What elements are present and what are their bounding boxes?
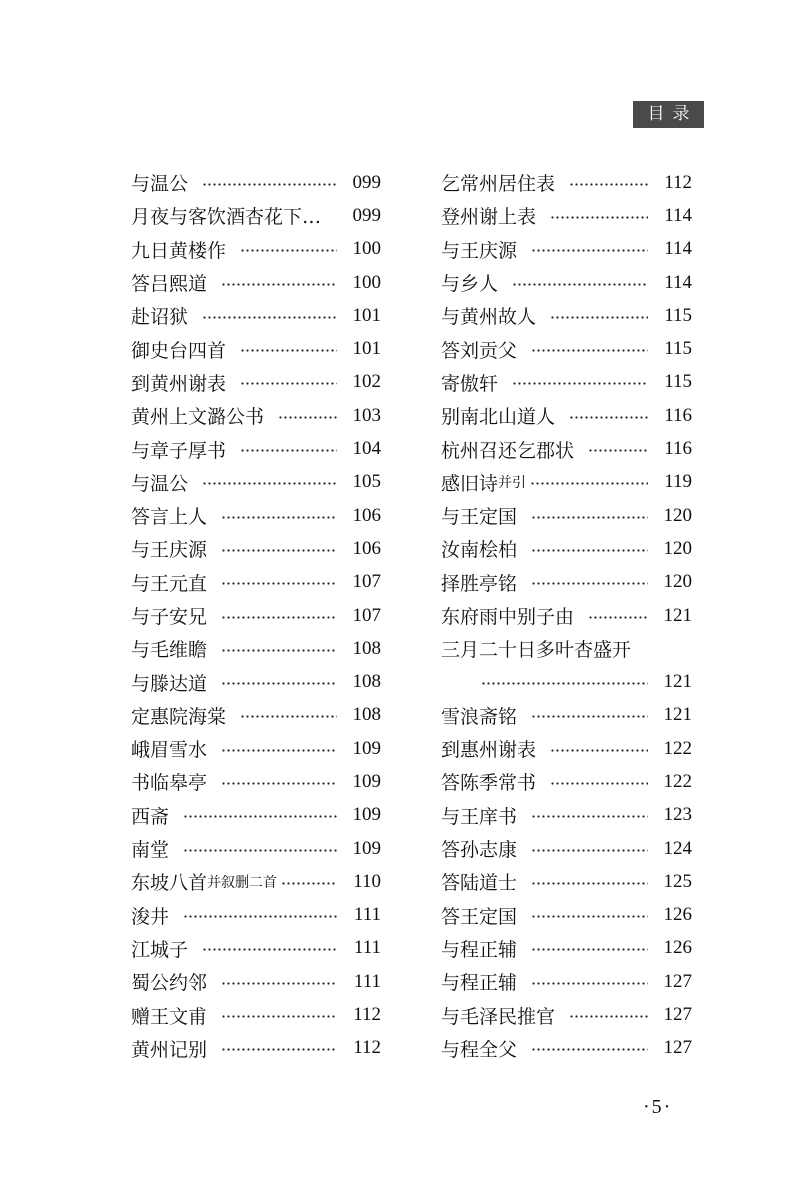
toc-dot-leader: [221, 782, 337, 785]
toc-dot-leader: [588, 449, 648, 452]
toc-entry-page: 102: [352, 371, 381, 393]
toc-dot-leader: [550, 216, 648, 219]
toc-entry-title: 与王庆源: [131, 539, 208, 562]
toc-dot-leader: [530, 482, 648, 485]
toc-entry[interactable]: [441, 699, 692, 732]
toc-entry[interactable]: [131, 632, 381, 665]
toc-dot-leader: [221, 982, 337, 985]
toc-entry-page: 115: [664, 371, 692, 393]
toc-dot-leader: [531, 715, 648, 718]
toc-entry-title: 与程全父: [441, 1038, 518, 1061]
toc-entry[interactable]: [441, 599, 692, 632]
toc-entry-page: 104: [352, 438, 381, 460]
toc-entry-page: 105: [352, 471, 381, 493]
toc-entry-title: 西斋: [131, 805, 170, 828]
toc-entry-page: 099: [352, 171, 381, 193]
toc-entry-title: 御史台四首: [131, 339, 227, 362]
toc-entry-title: 浚井: [131, 905, 170, 928]
toc-dot-leader: [531, 582, 648, 585]
toc-entry[interactable]: [441, 765, 692, 798]
toc-entry[interactable]: [441, 499, 692, 532]
toc-entry[interactable]: [441, 566, 692, 599]
toc-entry-page: 099: [352, 204, 381, 226]
toc-entry-page: 127: [663, 1004, 692, 1026]
toc-entry-title: 乞常州居住表: [441, 173, 556, 196]
toc-dot-leader: [278, 416, 337, 419]
toc-entry[interactable]: [131, 799, 381, 832]
toc-entry-note: 并叙删二首: [207, 874, 278, 891]
toc-entry-title: 赠王文甫: [131, 1005, 208, 1028]
toc-dot-leader: [512, 283, 648, 286]
toc-dot-leader: [202, 482, 337, 485]
toc-entry[interactable]: [131, 599, 381, 632]
toc-entry-title: 峨眉雪水: [131, 739, 208, 762]
toc-entry[interactable]: [441, 1032, 692, 1065]
toc-entry-page: 114: [664, 271, 692, 293]
toc-entry-title: 与毛维瞻: [131, 639, 208, 662]
toc-entry-title: 雪浪斋铭: [441, 705, 518, 728]
toc-dot-leader: [202, 948, 337, 951]
toc-dot-leader: [531, 815, 648, 818]
toc-entry-page: 108: [352, 637, 381, 659]
toc-entry[interactable]: [131, 332, 381, 365]
toc-entry-title: 别南北山道人: [441, 406, 556, 429]
toc-entry-title: 三月二十日多叶杏盛开: [441, 639, 632, 662]
toc-entry[interactable]: [441, 532, 692, 565]
toc-entry-page: 100: [352, 238, 381, 260]
toc-entry[interactable]: [131, 366, 381, 399]
toc-entry-page: 106: [352, 537, 381, 559]
toc-entry-page: 115: [664, 338, 692, 360]
toc-entry[interactable]: [441, 832, 692, 865]
toc-dot-leader: [531, 549, 648, 552]
toc-entry-title: 与乡人: [441, 273, 499, 296]
toc-dot-leader: [512, 382, 648, 385]
toc-entry-page: 127: [663, 970, 692, 992]
toc-entry-title: 到黄州谢表: [131, 372, 227, 395]
toc-entry[interactable]: [131, 998, 381, 1031]
toc-entry[interactable]: [131, 699, 381, 732]
toc-entry-title: 与温公: [131, 173, 189, 196]
toc-entry[interactable]: [441, 865, 692, 898]
toc-dot-leader: [240, 715, 337, 718]
toc-dot-leader: [281, 882, 337, 885]
toc-entry[interactable]: [131, 865, 381, 898]
toc-entry-page: 114: [664, 204, 692, 226]
toc-entry-page: 111: [353, 904, 381, 926]
toc-entry[interactable]: [131, 566, 381, 599]
toc-entry-title: 择胜亭铭: [441, 572, 518, 595]
toc-dot-leader: [531, 249, 648, 252]
toc-entry[interactable]: [441, 665, 692, 698]
toc-entry-page: 103: [352, 404, 381, 426]
toc-entry-title: 登州谢上表: [441, 206, 537, 229]
toc-entry-title: 定惠院海棠: [131, 705, 227, 728]
toc-entry-page: 121: [663, 604, 692, 626]
toc-entry-title: 与温公: [131, 472, 189, 495]
toc-entry-title: 感旧诗: [441, 472, 499, 495]
toc-entry-title: 答王定国: [441, 905, 518, 928]
toc-entry-page: 123: [663, 804, 692, 826]
toc-entry[interactable]: [131, 532, 381, 565]
toc-entry[interactable]: [131, 399, 381, 432]
toc-entry[interactable]: [441, 632, 692, 665]
toc-dot-leader: [531, 882, 648, 885]
toc-entry[interactable]: [441, 366, 692, 399]
toc-entry-title: 与黄州故人: [441, 306, 537, 329]
toc-entry-page: 116: [664, 438, 692, 460]
toc-dot-leader: [221, 516, 337, 519]
toc-entry[interactable]: [441, 166, 692, 199]
toc-entry[interactable]: [441, 266, 692, 299]
toc-dot-leader: [221, 582, 337, 585]
toc-entry-title: 黄州记别: [131, 1038, 208, 1061]
toc-entry[interactable]: [131, 765, 381, 798]
toc-entry-page: 100: [352, 271, 381, 293]
toc-entry-page: 121: [663, 671, 692, 693]
toc-dot-leader: [221, 616, 337, 619]
toc-entry[interactable]: [131, 965, 381, 998]
toc-entry-title: 赴诏狱: [131, 306, 189, 329]
toc-dot-leader: [569, 183, 648, 186]
toc-entry-title: 与王定国: [441, 506, 518, 529]
toc-entry-page: 101: [352, 304, 381, 326]
toc-entry-title: 月夜与客饮酒杏花下…: [131, 206, 322, 229]
toc-entry[interactable]: [441, 199, 692, 232]
toc-entry-page: 116: [664, 404, 692, 426]
toc-entry[interactable]: [131, 266, 381, 299]
toc-entry-page: 109: [352, 770, 381, 792]
toc-dot-leader: [221, 749, 337, 752]
toc-dot-leader: [221, 649, 337, 652]
toc-entry[interactable]: [441, 332, 692, 365]
page-number: ·5·: [643, 1096, 673, 1118]
toc-entry-title: 杭州召还乞郡状: [441, 439, 575, 462]
toc-dot-leader: [221, 283, 337, 286]
toc-entry[interactable]: [441, 466, 692, 499]
toc-entry-page: 109: [352, 837, 381, 859]
toc-dot-leader: [550, 782, 648, 785]
toc-entry-page: 120: [663, 571, 692, 593]
toc-entry-title: 答孙志康: [441, 839, 518, 862]
toc-entry-page: 109: [352, 804, 381, 826]
toc-entry-title: 答陈季常书: [441, 772, 537, 795]
toc-entry[interactable]: [441, 432, 692, 465]
toc-entry-page: 114: [664, 238, 692, 260]
toc-dot-leader: [531, 516, 648, 519]
toc-entry[interactable]: [131, 299, 381, 332]
toc-entry-page: 106: [352, 504, 381, 526]
toc-dot-leader: [240, 349, 337, 352]
toc-dot-leader: [183, 915, 337, 918]
toc-dot-leader: [202, 183, 337, 186]
toc-entry-page: 122: [663, 737, 692, 759]
toc-entry-title: 南堂: [131, 839, 170, 862]
toc-dot-leader: [202, 316, 337, 319]
toc-entry[interactable]: [441, 799, 692, 832]
toc-entry[interactable]: [131, 499, 381, 532]
toc-dot-leader: [221, 1015, 337, 1018]
toc-entry-title: 东坡八首: [131, 872, 208, 895]
toc-entry-title: 东府雨中别子由: [441, 606, 575, 628]
toc-entry-page: 124: [663, 837, 692, 859]
toc-entry-page: 115: [664, 304, 692, 326]
toc-entry-title: 与王庠书: [441, 805, 518, 828]
toc-entry-page: 107: [352, 571, 381, 593]
toc-entry[interactable]: [131, 832, 381, 865]
toc-dot-leader: [183, 849, 337, 852]
toc-entry[interactable]: [131, 932, 381, 965]
toc-entry-note: 并引: [498, 475, 527, 492]
toc-entry-page: 126: [663, 937, 692, 959]
toc-entry-title: 与王庆源: [441, 239, 518, 262]
toc-entry-page: 120: [663, 537, 692, 559]
toc-dot-leader: [550, 316, 648, 319]
toc-entry-page: 126: [663, 904, 692, 926]
toc-entry-title: 答刘贡父: [441, 339, 518, 362]
toc-dot-leader: [531, 1048, 648, 1051]
toc-dot-leader: [531, 982, 648, 985]
toc-dot-leader: [588, 616, 648, 619]
toc-entry-title: 汝南桧柏: [441, 539, 518, 562]
toc-entry[interactable]: [441, 732, 692, 765]
toc-entry-page: 101: [352, 338, 381, 360]
toc-entry-page: 111: [353, 970, 381, 992]
toc-entry[interactable]: [131, 665, 381, 698]
toc-entry[interactable]: [131, 432, 381, 465]
toc-dot-leader: [569, 416, 648, 419]
toc-entry[interactable]: [131, 199, 381, 232]
toc-entry-title: 与王元直: [131, 572, 208, 595]
toc-entry[interactable]: [131, 732, 381, 765]
toc-entry-title: 答言上人: [131, 506, 208, 529]
toc-entry-title: 答吕熙道: [131, 273, 208, 296]
toc-entry[interactable]: [441, 299, 692, 332]
toc-entry[interactable]: [131, 899, 381, 932]
toc-entry-page: 111: [353, 937, 381, 959]
toc-entry-title: 蜀公约邻: [131, 972, 208, 995]
toc-entry[interactable]: [441, 965, 692, 998]
toc-entry[interactable]: [131, 233, 381, 266]
toc-entry-title: 与章子厚书: [131, 439, 227, 462]
toc-entry-page: 119: [664, 471, 692, 493]
toc-entry-page: 120: [663, 504, 692, 526]
toc-entry-title: 黄州上文潞公书: [131, 406, 265, 429]
toc-entry-title: 九日黄楼作: [131, 239, 227, 262]
toc-entry-page: 109: [352, 737, 381, 759]
toc-entry[interactable]: [441, 399, 692, 432]
toc-dot-leader: [569, 1015, 648, 1018]
toc-entry-title: 与程正辅: [441, 938, 518, 961]
toc-entry-title: 江城子: [131, 938, 189, 961]
toc-entry[interactable]: [131, 166, 381, 199]
toc-dot-leader: [183, 815, 337, 818]
toc-entry-title: 答陆道士: [441, 872, 518, 895]
toc-entry[interactable]: [131, 466, 381, 499]
toc-entry[interactable]: [441, 899, 692, 932]
toc-entry-title: 到惠州谢表: [441, 739, 537, 762]
toc-dot-leader: [531, 948, 648, 951]
toc-dot-leader: [240, 249, 337, 252]
toc-dot-leader: [240, 449, 337, 452]
toc-dot-leader: [531, 915, 648, 918]
toc-entry[interactable]: [441, 233, 692, 266]
toc-dot-leader: [531, 849, 648, 852]
toc-entry-title: 与子安兄: [131, 606, 208, 628]
toc-entry[interactable]: [441, 932, 692, 965]
toc-dot-leader: [481, 682, 648, 685]
toc-entry-page: 112: [353, 1037, 381, 1059]
section-title-tab: 目录: [633, 101, 704, 128]
toc-entry-page: 125: [663, 870, 692, 892]
toc-entry-page: 107: [352, 604, 381, 626]
toc-entry-title: 与毛泽民推官: [441, 1005, 556, 1028]
toc-entry-page: 108: [352, 671, 381, 693]
toc-entry-page: 112: [664, 171, 692, 193]
toc-entry-page: 112: [353, 1004, 381, 1026]
toc-dot-leader: [221, 1048, 337, 1051]
toc-dot-leader: [221, 549, 337, 552]
toc-column-left: [131, 166, 381, 1065]
toc-dot-leader: [240, 382, 337, 385]
toc-column-right: [441, 166, 692, 1065]
toc-entry-page: 121: [663, 704, 692, 726]
toc-entry[interactable]: [441, 998, 692, 1031]
toc-entry-title: 与滕达道: [131, 672, 208, 695]
toc-dot-leader: [221, 682, 337, 685]
toc-dot-leader: [531, 349, 648, 352]
toc-entry[interactable]: [131, 1032, 381, 1065]
toc-entry-page: 108: [352, 704, 381, 726]
toc-entry-page: 110: [353, 870, 381, 892]
toc-entry-page: 127: [663, 1037, 692, 1059]
toc-entry-page: 122: [663, 770, 692, 792]
toc-dot-leader: [550, 749, 648, 752]
toc-entry-title: 寄傲轩: [441, 372, 499, 395]
toc-entry-title: 与程正辅: [441, 972, 518, 995]
toc-entry-title: 书临皋亭: [131, 772, 208, 795]
